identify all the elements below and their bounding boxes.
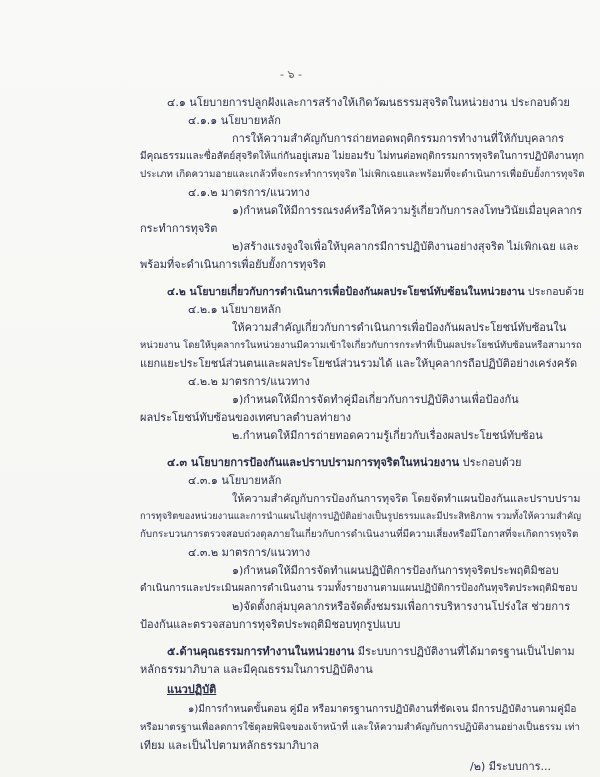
- measure-line: ๒)จัดตั้งกลุ่มบุคลากรหรือจัดตั้งชมรมเพื่อการบริหารงานโปร่งใส ช่วยการ: [232, 600, 571, 613]
- paragraph-line: มีคุณธรรมและซื่อสัตย์สุจริตให้แก่กันอยู่เสมอ ไม่ยอมรับ ไม่ทนต่อพฤติกรรมการทุจริตในการปฏิบัติงานทุก: [140, 151, 585, 162]
- paragraph-line: การทุจริตของหน่วยงานและการนำแผนไปสู่การปฏิบัติอย่างเป็นรูปธรรมและมีประสิทธิภาพ รวมทั้งให้ความสำคัญ: [140, 511, 582, 522]
- paragraph-line: แยกแยะประโยชน์ส่วนตนและผลประโยชน์ส่วนรวมได้ และให้บุคลากรถือปฏิบัติอย่างเคร่งครัด: [140, 357, 578, 370]
- page-number: - ๖ -: [280, 68, 302, 81]
- practice-heading: แนวปฏิบัติ: [167, 683, 217, 696]
- measure-line: ๒.กำหนดให้มีการถ่ายทอดความรู้เกี่ยวกับเรื่องผลประโยชน์ทับซ้อน: [232, 429, 543, 442]
- section-5-heading: [167, 645, 575, 659]
- section-4-1-1-heading: ๔.๑.๑ นโยบายหลัก: [188, 114, 281, 127]
- section-4-3-1-heading: ๔.๓.๑ นโยบายหลัก: [188, 474, 282, 487]
- section-4-3-2-heading: ๔.๓.๒ มาตรการ/แนวทาง: [188, 546, 311, 559]
- section-4-1-2-heading: ๔.๑.๒ มาตรการ/แนวทาง: [188, 186, 310, 199]
- measure-line: ๑)กำหนดให้มีการรณรงค์หรือให้ความรู้เกี่ยวกับการลงโทษวินัยเมื่อบุคลากร: [232, 204, 583, 217]
- measure-line: ดำเนินการและประเมินผลการดำเนินงาน รวมทั้งรายงานตามแผนปฏิบัติการป้องกันทุจริตประพฤติมิชอบ: [140, 583, 578, 594]
- section-4-3-suffix: ประกอบด้วย: [459, 456, 522, 469]
- practice-line: หรือมาตรฐานเพื่อลดการใช้ดุลยพินิจของเจ้าหน้าที่ และให้ความสำคัญกับการปฏิบัติงานอย่างเป็นธรรม เท่า: [140, 722, 581, 733]
- paragraph-line: หน่วยงาน โดยให้บุคลากรในหน่วยงานมีความเข้าใจเกี่ยวกับการกระทำที่เป็นผลประโยชน์ทับซ้อนหรือสามารถ: [140, 340, 582, 351]
- paragraph-line: ให้ความสำคัญเกี่ยวกับการดำเนินการเพื่อป้องกันผลประโยชน์ทับซ้อนใน: [232, 321, 567, 334]
- section-4-2-suffix: ประกอบด้วย: [524, 286, 585, 298]
- practice-line: ๑)มีการกำหนดขั้นตอน คู่มือ หรือมาตรฐานการปฏิบัติงานที่ชัดเจน มีการปฏิบัติงานตามคู่มือ: [188, 704, 577, 715]
- section-5-line: หลักธรรมาภิบาล และมีคุณธรรมในการปฏิบัติงาน: [140, 663, 373, 676]
- measure-line: ๒)สร้างแรงจูงใจเพื่อให้บุคลากรมีการปฏิบัติงานอย่างสุจริต ไม่เพิกเฉย และ: [232, 240, 580, 253]
- continuation-footer: /๒) มีระบบการ...: [470, 760, 552, 773]
- section-4-2-title: ๔.๒ นโยบายเกี่ยวกับการดำเนินการเพื่อป้องกันผลประโยชน์ทับซ้อนในหน่วยงาน: [167, 286, 525, 298]
- paragraph-line: กับกระบวนการตรวจสอบถ่วงดุลภายในเกี่ยวกับการดำเนินงานที่มีความเสี่ยงหรือมีโอกาสที่จะเกิดการทุจริต: [140, 529, 579, 540]
- section-4-2-heading: [167, 285, 584, 299]
- section-4-2-2-heading: ๔.๒.๒ มาตรการ/แนวทาง: [188, 375, 310, 388]
- measure-line: ๑)กำหนดให้มีการจัดทำแผนปฏิบัติการป้องกันการทุจริตประพฤติมิชอบ: [232, 564, 559, 577]
- measure-line: พร้อมที่จะดำเนินการเพื่อยับยั้งการทุจริต: [140, 258, 326, 271]
- practice-line: เทียม และเป็นไปตามหลักธรรมาภิบาล: [140, 739, 320, 752]
- section-5-title: ๕.ด้านคุณธรรมการทำงานในหน่วยงาน: [167, 645, 355, 658]
- measure-line: กระทำการทุจริต: [140, 222, 218, 235]
- section-4-3-heading: [167, 456, 521, 470]
- section-5-suffix: มีระบบการปฏิบัติงานที่ได้มาตรฐานเป็นไปตาม: [354, 645, 575, 658]
- measure-line: ๑)กำหนดให้มีการจัดทำคู่มือเกี่ยวกับการปฏิบัติงานเพื่อป้องกัน: [232, 393, 519, 406]
- paragraph-line: ให้ความสำคัญกับการป้องกันการทุจริต โดยจัดทำแผนป้องกันและปราบปราม: [232, 492, 581, 505]
- section-4-1-heading: ๔.๑ นโยบายการปลูกฝังและการสร้างให้เกิดวัฒนธรรมสุจริตในหน่วยงาน ประกอบด้วย: [167, 96, 570, 109]
- paragraph-line: การให้ความสำคัญกับการถ่ายทอดพฤติกรรมการทำงานที่ให้กับบุคลากร: [232, 132, 564, 145]
- section-4-2-1-heading: ๔.๒.๑ นโยบายหลัก: [188, 303, 282, 316]
- paragraph-line: ประเภท เกิดความอายและเกลัวที่จะกระทำการทุจริต ไม่เพิกเฉยและพร้อมที่จะดำเนินการเพื่อยับยั้งการทุจริต: [140, 169, 585, 180]
- measure-line: ป้องกันและตรวจสอบการทุจริตประพฤติมิชอบทุกรูปแบบ: [140, 618, 401, 631]
- measure-line: ผลประโยชน์ทับซ้อนของเทศบาลตำบลท่ายาง: [140, 411, 352, 424]
- section-4-3-title: ๔.๓ นโยบายการป้องกันและปราบปรามการทุจริตในหน่วยงาน: [167, 456, 460, 469]
